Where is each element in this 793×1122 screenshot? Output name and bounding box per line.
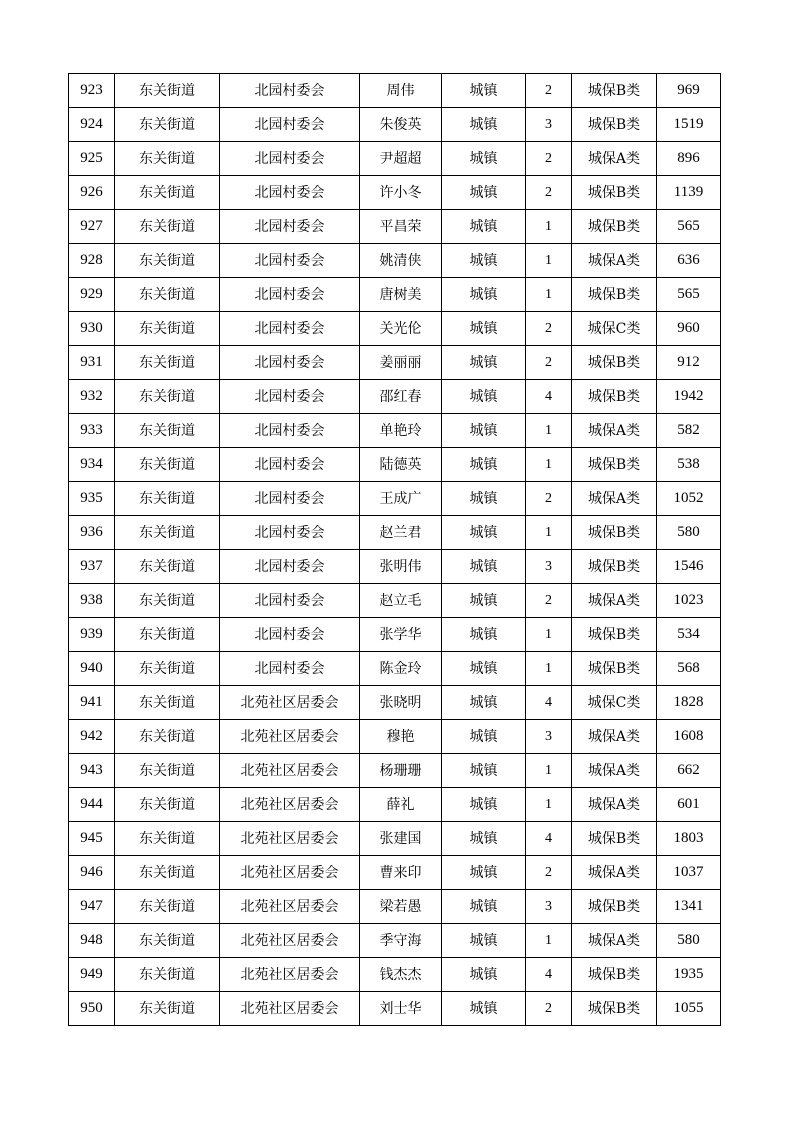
amount-cell: 534 (657, 618, 721, 652)
category-cell: 城保B类 (572, 822, 657, 856)
committee-cell: 北园村委会 (220, 176, 360, 210)
committee-cell: 北苑社区居委会 (220, 924, 360, 958)
name-cell: 平昌荣 (360, 210, 442, 244)
household-count-cell: 1 (526, 924, 572, 958)
area-type-cell: 城镇 (442, 482, 526, 516)
serial-cell: 933 (69, 414, 115, 448)
table-row (69, 448, 721, 482)
serial-cell: 929 (69, 278, 115, 312)
category-cell: 城保B类 (572, 74, 657, 108)
category-cell: 城保A类 (572, 788, 657, 822)
serial-cell: 930 (69, 312, 115, 346)
name-cell: 张明伟 (360, 550, 442, 584)
committee-cell: 北园村委会 (220, 652, 360, 686)
household-count-cell: 1 (526, 414, 572, 448)
serial-cell: 935 (69, 482, 115, 516)
amount-cell: 1608 (657, 720, 721, 754)
amount-cell: 565 (657, 210, 721, 244)
category-cell: 城保B类 (572, 652, 657, 686)
name-cell: 唐树美 (360, 278, 442, 312)
area-type-cell: 城镇 (442, 822, 526, 856)
serial-cell: 938 (69, 584, 115, 618)
serial-cell: 944 (69, 788, 115, 822)
serial-cell: 940 (69, 652, 115, 686)
committee-cell: 北园村委会 (220, 584, 360, 618)
area-type-cell: 城镇 (442, 312, 526, 346)
street-cell: 东关街道 (115, 720, 220, 754)
serial-cell: 946 (69, 856, 115, 890)
table-row (69, 550, 721, 584)
area-type-cell: 城镇 (442, 992, 526, 1026)
amount-cell: 538 (657, 448, 721, 482)
household-count-cell: 1 (526, 448, 572, 482)
household-count-cell: 1 (526, 210, 572, 244)
serial-cell: 934 (69, 448, 115, 482)
category-cell: 城保A类 (572, 244, 657, 278)
category-cell: 城保B类 (572, 992, 657, 1026)
household-count-cell: 2 (526, 482, 572, 516)
household-count-cell: 2 (526, 74, 572, 108)
area-type-cell: 城镇 (442, 550, 526, 584)
name-cell: 张建国 (360, 822, 442, 856)
roster-body (69, 74, 721, 1026)
committee-cell: 北苑社区居委会 (220, 856, 360, 890)
area-type-cell: 城镇 (442, 788, 526, 822)
serial-cell: 924 (69, 108, 115, 142)
committee-cell: 北园村委会 (220, 482, 360, 516)
committee-cell: 北园村委会 (220, 278, 360, 312)
serial-cell: 923 (69, 74, 115, 108)
household-count-cell: 1 (526, 516, 572, 550)
table-row (69, 74, 721, 108)
household-count-cell: 1 (526, 652, 572, 686)
table-row (69, 856, 721, 890)
household-count-cell: 1 (526, 754, 572, 788)
household-count-cell: 2 (526, 584, 572, 618)
table-row (69, 652, 721, 686)
household-count-cell: 4 (526, 958, 572, 992)
table-row (69, 278, 721, 312)
area-type-cell: 城镇 (442, 652, 526, 686)
household-count-cell: 2 (526, 142, 572, 176)
amount-cell: 1519 (657, 108, 721, 142)
street-cell: 东关街道 (115, 448, 220, 482)
street-cell: 东关街道 (115, 788, 220, 822)
committee-cell: 北园村委会 (220, 346, 360, 380)
table-row (69, 346, 721, 380)
name-cell: 陆德英 (360, 448, 442, 482)
table-row (69, 380, 721, 414)
roster-table (68, 73, 721, 1026)
category-cell: 城保A类 (572, 720, 657, 754)
area-type-cell: 城镇 (442, 890, 526, 924)
name-cell: 尹超超 (360, 142, 442, 176)
amount-cell: 662 (657, 754, 721, 788)
name-cell: 穆艳 (360, 720, 442, 754)
category-cell: 城保B类 (572, 958, 657, 992)
area-type-cell: 城镇 (442, 856, 526, 890)
serial-cell: 936 (69, 516, 115, 550)
street-cell: 东关街道 (115, 346, 220, 380)
name-cell: 赵立毛 (360, 584, 442, 618)
area-type-cell: 城镇 (442, 720, 526, 754)
committee-cell: 北园村委会 (220, 448, 360, 482)
name-cell: 薛礼 (360, 788, 442, 822)
amount-cell: 1052 (657, 482, 721, 516)
table-row (69, 414, 721, 448)
amount-cell: 580 (657, 924, 721, 958)
household-count-cell: 1 (526, 244, 572, 278)
name-cell: 王成广 (360, 482, 442, 516)
area-type-cell: 城镇 (442, 142, 526, 176)
area-type-cell: 城镇 (442, 176, 526, 210)
name-cell: 朱俊英 (360, 108, 442, 142)
street-cell: 东关街道 (115, 992, 220, 1026)
area-type-cell: 城镇 (442, 584, 526, 618)
category-cell: 城保A类 (572, 584, 657, 618)
table-row (69, 686, 721, 720)
street-cell: 东关街道 (115, 312, 220, 346)
amount-cell: 568 (657, 652, 721, 686)
table-row (69, 924, 721, 958)
name-cell: 钱杰杰 (360, 958, 442, 992)
household-count-cell: 2 (526, 176, 572, 210)
amount-cell: 1341 (657, 890, 721, 924)
serial-cell: 927 (69, 210, 115, 244)
name-cell: 关光伦 (360, 312, 442, 346)
household-count-cell: 3 (526, 108, 572, 142)
committee-cell: 北园村委会 (220, 516, 360, 550)
category-cell: 城保A类 (572, 754, 657, 788)
name-cell: 周伟 (360, 74, 442, 108)
street-cell: 东关街道 (115, 754, 220, 788)
household-count-cell: 3 (526, 550, 572, 584)
category-cell: 城保C类 (572, 312, 657, 346)
amount-cell: 912 (657, 346, 721, 380)
area-type-cell: 城镇 (442, 380, 526, 414)
category-cell: 城保B类 (572, 380, 657, 414)
area-type-cell: 城镇 (442, 74, 526, 108)
name-cell: 张晓明 (360, 686, 442, 720)
household-count-cell: 1 (526, 618, 572, 652)
committee-cell: 北苑社区居委会 (220, 958, 360, 992)
name-cell: 邵红春 (360, 380, 442, 414)
street-cell: 东关街道 (115, 550, 220, 584)
area-type-cell: 城镇 (442, 278, 526, 312)
serial-cell: 950 (69, 992, 115, 1026)
table-row (69, 890, 721, 924)
street-cell: 东关街道 (115, 142, 220, 176)
category-cell: 城保B类 (572, 278, 657, 312)
category-cell: 城保B类 (572, 618, 657, 652)
table-row (69, 618, 721, 652)
table-row (69, 482, 721, 516)
household-count-cell: 3 (526, 720, 572, 754)
committee-cell: 北园村委会 (220, 108, 360, 142)
street-cell: 东关街道 (115, 822, 220, 856)
amount-cell: 565 (657, 278, 721, 312)
household-count-cell: 2 (526, 312, 572, 346)
household-count-cell: 2 (526, 856, 572, 890)
household-count-cell: 1 (526, 788, 572, 822)
household-count-cell: 4 (526, 380, 572, 414)
committee-cell: 北园村委会 (220, 414, 360, 448)
table-row (69, 312, 721, 346)
serial-cell: 931 (69, 346, 115, 380)
area-type-cell: 城镇 (442, 924, 526, 958)
name-cell: 季守海 (360, 924, 442, 958)
table-row (69, 822, 721, 856)
street-cell: 东关街道 (115, 686, 220, 720)
street-cell: 东关街道 (115, 74, 220, 108)
street-cell: 东关街道 (115, 380, 220, 414)
amount-cell: 1023 (657, 584, 721, 618)
name-cell: 姚清侠 (360, 244, 442, 278)
area-type-cell: 城镇 (442, 244, 526, 278)
table-row (69, 754, 721, 788)
household-count-cell: 4 (526, 686, 572, 720)
committee-cell: 北园村委会 (220, 210, 360, 244)
amount-cell: 582 (657, 414, 721, 448)
committee-cell: 北苑社区居委会 (220, 720, 360, 754)
table-row (69, 584, 721, 618)
committee-cell: 北园村委会 (220, 74, 360, 108)
street-cell: 东关街道 (115, 652, 220, 686)
name-cell: 曹来印 (360, 856, 442, 890)
committee-cell: 北苑社区居委会 (220, 686, 360, 720)
category-cell: 城保B类 (572, 176, 657, 210)
name-cell: 梁若愚 (360, 890, 442, 924)
table-row (69, 142, 721, 176)
household-count-cell: 1 (526, 278, 572, 312)
serial-cell: 937 (69, 550, 115, 584)
committee-cell: 北园村委会 (220, 618, 360, 652)
street-cell: 东关街道 (115, 244, 220, 278)
street-cell: 东关街道 (115, 108, 220, 142)
name-cell: 姜丽丽 (360, 346, 442, 380)
name-cell: 陈金玲 (360, 652, 442, 686)
amount-cell: 1935 (657, 958, 721, 992)
committee-cell: 北苑社区居委会 (220, 788, 360, 822)
category-cell: 城保B类 (572, 346, 657, 380)
name-cell: 许小冬 (360, 176, 442, 210)
street-cell: 东关街道 (115, 890, 220, 924)
serial-cell: 925 (69, 142, 115, 176)
street-cell: 东关街道 (115, 482, 220, 516)
serial-cell: 948 (69, 924, 115, 958)
committee-cell: 北苑社区居委会 (220, 890, 360, 924)
name-cell: 张学华 (360, 618, 442, 652)
serial-cell: 949 (69, 958, 115, 992)
serial-cell: 926 (69, 176, 115, 210)
amount-cell: 960 (657, 312, 721, 346)
area-type-cell: 城镇 (442, 414, 526, 448)
name-cell: 单艳玲 (360, 414, 442, 448)
serial-cell: 942 (69, 720, 115, 754)
amount-cell: 1828 (657, 686, 721, 720)
category-cell: 城保A类 (572, 924, 657, 958)
amount-cell: 636 (657, 244, 721, 278)
table-row (69, 108, 721, 142)
serial-cell: 945 (69, 822, 115, 856)
area-type-cell: 城镇 (442, 618, 526, 652)
serial-cell: 928 (69, 244, 115, 278)
committee-cell: 北园村委会 (220, 380, 360, 414)
category-cell: 城保B类 (572, 550, 657, 584)
serial-cell: 941 (69, 686, 115, 720)
area-type-cell: 城镇 (442, 346, 526, 380)
name-cell: 杨珊珊 (360, 754, 442, 788)
amount-cell: 896 (657, 142, 721, 176)
street-cell: 东关街道 (115, 856, 220, 890)
household-count-cell: 2 (526, 992, 572, 1026)
amount-cell: 1803 (657, 822, 721, 856)
street-cell: 东关街道 (115, 414, 220, 448)
household-count-cell: 4 (526, 822, 572, 856)
street-cell: 东关街道 (115, 278, 220, 312)
table-row (69, 958, 721, 992)
table-row (69, 788, 721, 822)
category-cell: 城保A类 (572, 142, 657, 176)
serial-cell: 932 (69, 380, 115, 414)
area-type-cell: 城镇 (442, 958, 526, 992)
amount-cell: 601 (657, 788, 721, 822)
serial-cell: 943 (69, 754, 115, 788)
amount-cell: 1546 (657, 550, 721, 584)
name-cell: 赵兰君 (360, 516, 442, 550)
serial-cell: 939 (69, 618, 115, 652)
category-cell: 城保B类 (572, 516, 657, 550)
street-cell: 东关街道 (115, 584, 220, 618)
amount-cell: 1139 (657, 176, 721, 210)
area-type-cell: 城镇 (442, 686, 526, 720)
street-cell: 东关街道 (115, 618, 220, 652)
street-cell: 东关街道 (115, 958, 220, 992)
category-cell: 城保A类 (572, 856, 657, 890)
table-row (69, 210, 721, 244)
category-cell: 城保B类 (572, 210, 657, 244)
committee-cell: 北园村委会 (220, 244, 360, 278)
committee-cell: 北苑社区居委会 (220, 992, 360, 1026)
table-row (69, 992, 721, 1026)
area-type-cell: 城镇 (442, 448, 526, 482)
street-cell: 东关街道 (115, 516, 220, 550)
area-type-cell: 城镇 (442, 516, 526, 550)
household-count-cell: 3 (526, 890, 572, 924)
category-cell: 城保A类 (572, 414, 657, 448)
category-cell: 城保B类 (572, 448, 657, 482)
category-cell: 城保A类 (572, 482, 657, 516)
street-cell: 东关街道 (115, 210, 220, 244)
category-cell: 城保B类 (572, 108, 657, 142)
serial-cell: 947 (69, 890, 115, 924)
area-type-cell: 城镇 (442, 108, 526, 142)
table-row (69, 720, 721, 754)
amount-cell: 1055 (657, 992, 721, 1026)
committee-cell: 北园村委会 (220, 142, 360, 176)
category-cell: 城保B类 (572, 890, 657, 924)
table-row (69, 516, 721, 550)
table-row (69, 176, 721, 210)
household-count-cell: 2 (526, 346, 572, 380)
amount-cell: 1942 (657, 380, 721, 414)
name-cell: 刘士华 (360, 992, 442, 1026)
amount-cell: 580 (657, 516, 721, 550)
amount-cell: 1037 (657, 856, 721, 890)
committee-cell: 北苑社区居委会 (220, 754, 360, 788)
amount-cell: 969 (657, 74, 721, 108)
committee-cell: 北园村委会 (220, 312, 360, 346)
committee-cell: 北园村委会 (220, 550, 360, 584)
area-type-cell: 城镇 (442, 210, 526, 244)
area-type-cell: 城镇 (442, 754, 526, 788)
category-cell: 城保C类 (572, 686, 657, 720)
table-row (69, 244, 721, 278)
street-cell: 东关街道 (115, 924, 220, 958)
street-cell: 东关街道 (115, 176, 220, 210)
committee-cell: 北苑社区居委会 (220, 822, 360, 856)
